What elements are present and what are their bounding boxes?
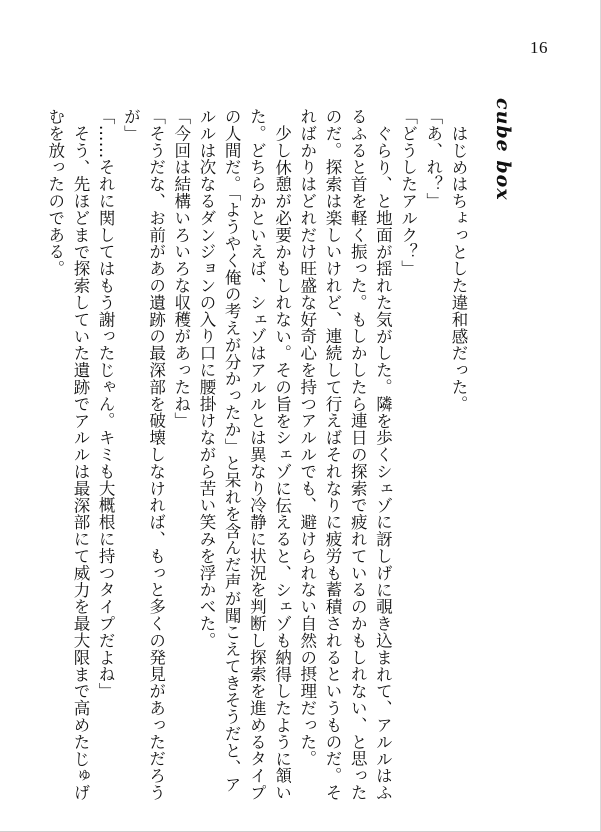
paragraph: そう、先ほどまで探索していた遺跡でアルルは最深部にて威力を最大限まで高めたじゅげむを放ったのである。 [45,108,90,801]
chapter-title: cube box [492,98,514,201]
body-text [43,108,471,808]
dialogue-line: 「……それに関してはもう謝ったじゃん。キミも大概根に持つタイプだよね」 [96,108,116,700]
dialogue-line: 「どうしたアルク？」 [398,108,418,277]
dialogue-line: 「あ、れ？」 [423,108,443,210]
dialogue-line: 「そうだな、お前があの遺跡の最深部を破壊しなければ、もっと多くの発見があっただろうが」 [121,108,166,801]
paragraph: はじめはちょっとした違和感だった。 [449,124,468,412]
page-number: 16 [530,38,548,57]
dialogue-line: 「今回は結構いろいろな収穫があったね」 [171,108,191,430]
paragraph: ぐらり、と地面が揺れた気がした。隣を歩くシェゾに訝しげに覗き込まれて、アルルはふるふると首を軽く振った。もしかしたら連日の探索で疲れているのかもしれない、と思ったのだ。探索は楽しいけれど、連続して行えばそれなりに疲労も蓄積されるというものだ。そればかりはどれだけ旺盛な好奇心を持つアルルでも、避けられない自然の摂理だった。 [297,108,393,801]
paragraph: 少し休憩が必要かもしれない。その旨をシェゾに伝えると、シェゾも納得したように頷いた。どちらかといえば、シェゾはアルルとは異なり冷静に状況を判断し探索を進めるタイプの人間だ。「ようやく俺の考えが分かったか」と呆れを含んだ声が聞こえてきそうだと、アルルは次なるダンジョンの入り口に腰掛けながら苦い笑みを浮かべた。 [196,108,292,801]
